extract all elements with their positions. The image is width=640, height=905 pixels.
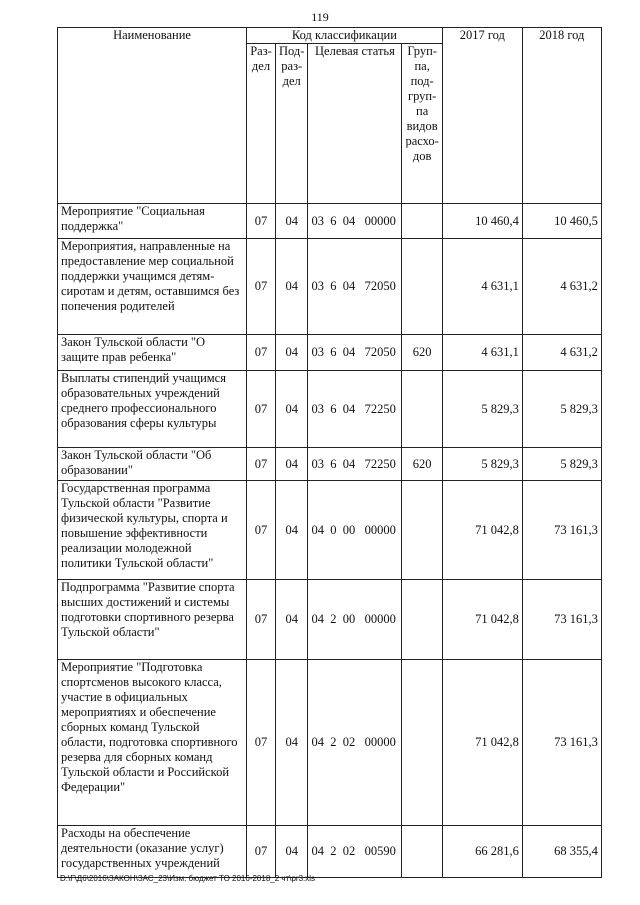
row-article: 04 2 00 00000 [308, 580, 402, 660]
row-article: 03 6 04 00000 [308, 204, 402, 239]
row-value-2017: 71 042,8 [442, 481, 522, 580]
row-section: 07 [247, 335, 276, 371]
row-subsection: 04 [276, 335, 308, 371]
header-year-2017: 2017 год [442, 28, 522, 204]
row-article: 03 6 04 72250 [308, 371, 402, 448]
row-subsection: 04 [276, 204, 308, 239]
row-subsection: 04 [276, 371, 308, 448]
row-value-2018: 10 460,5 [522, 204, 601, 239]
table-row [58, 481, 602, 580]
table-row [58, 580, 602, 660]
budget-table [57, 27, 602, 878]
row-group [402, 580, 442, 660]
row-article: 03 6 04 72050 [308, 335, 402, 371]
table-row [58, 660, 602, 826]
row-article: 03 6 04 72050 [308, 239, 402, 335]
row-group [402, 826, 442, 878]
row-name: Подпрограмма "Развитие спорта высших достижений и системы подготовки спортивного резерва Тульской области" [58, 580, 247, 660]
row-name: Закон Тульской области "Об образовании" [58, 448, 247, 481]
row-subsection: 04 [276, 481, 308, 580]
row-article: 04 0 00 00000 [308, 481, 402, 580]
row-subsection: 04 [276, 660, 308, 826]
page-number: 119 [311, 10, 329, 24]
table-row [58, 335, 602, 371]
row-subsection: 04 [276, 239, 308, 335]
header-section: Раз- дел [247, 44, 276, 204]
row-article: 04 2 02 00000 [308, 660, 402, 826]
row-section: 07 [247, 239, 276, 335]
header-target-article: Целевая статья [308, 44, 402, 204]
row-group [402, 371, 442, 448]
row-value-2017: 5 829,3 [442, 448, 522, 481]
row-value-2018: 68 355,4 [522, 826, 601, 878]
row-group [402, 660, 442, 826]
row-section: 07 [247, 371, 276, 448]
row-name: Выплаты стипендий учащимся образовательных учреждений среднего профессионального образования сферы культуры [58, 371, 247, 448]
row-name: Мероприятие "Подготовка спортсменов высокого класса, участие в официальных мероприятиях и обеспечение сборных команд Тульской области, подготовка спортивного резерва для сборных команд Тульской области и Российской Федерации" [58, 660, 247, 826]
header-name: Наименование [58, 28, 247, 204]
row-value-2017: 4 631,1 [442, 239, 522, 335]
row-value-2017: 4 631,1 [442, 335, 522, 371]
row-value-2018: 73 161,3 [522, 580, 601, 660]
table-row [58, 371, 602, 448]
row-value-2018: 4 631,2 [522, 239, 601, 335]
row-name: Мероприятия, направленные на предоставление мер социальной поддержки учащимся детям-сиротам и детям, оставшимся без попечения родителей [58, 239, 247, 335]
row-subsection: 04 [276, 448, 308, 481]
row-section: 07 [247, 481, 276, 580]
row-value-2017: 71 042,8 [442, 660, 522, 826]
table-row [58, 826, 602, 878]
row-section: 07 [247, 448, 276, 481]
row-value-2017: 5 829,3 [442, 371, 522, 448]
header-subsection: Под- раз- дел [276, 44, 308, 204]
file-path-footer: D:\Г\Д6\2016\ЗАКОН\ЗАС_23\Изм. бюджет ТО 2016-2018_2 чт\pr3.xls [60, 874, 316, 883]
table-row [58, 239, 602, 335]
row-article: 04 2 02 00590 [308, 826, 402, 878]
row-name: Расходы на обеспечение деятельности (оказание услуг) государственных учреждений [58, 826, 247, 878]
row-group [402, 204, 442, 239]
row-group: 620 [402, 448, 442, 481]
row-subsection: 04 [276, 580, 308, 660]
header-classification-code: Код классификации [247, 28, 443, 44]
header-expense-group: Груп- па, под- груп- па видов расхо- дов [402, 44, 442, 204]
row-section: 07 [247, 580, 276, 660]
row-group: 620 [402, 335, 442, 371]
row-value-2017: 10 460,4 [442, 204, 522, 239]
row-group [402, 481, 442, 580]
row-value-2018: 73 161,3 [522, 481, 601, 580]
row-value-2018: 73 161,3 [522, 660, 601, 826]
row-section: 07 [247, 826, 276, 878]
table-row [58, 204, 602, 239]
row-value-2018: 5 829,3 [522, 371, 601, 448]
row-value-2017: 71 042,8 [442, 580, 522, 660]
row-value-2018: 4 631,2 [522, 335, 601, 371]
table-row [58, 448, 602, 481]
row-section: 07 [247, 660, 276, 826]
row-article: 03 6 04 72250 [308, 448, 402, 481]
row-group [402, 239, 442, 335]
row-name: Государственная программа Тульской области "Развитие физической культуры, спорта и повышение эффективности реализации молодежной политики Тульской области" [58, 481, 247, 580]
row-name: Закон Тульской области "О защите прав ребенка" [58, 335, 247, 371]
row-value-2018: 5 829,3 [522, 448, 601, 481]
row-section: 07 [247, 204, 276, 239]
row-subsection: 04 [276, 826, 308, 878]
header-year-2018: 2018 год [522, 28, 601, 204]
row-name: Мероприятие "Социальная поддержка" [58, 204, 247, 239]
row-value-2017: 66 281,6 [442, 826, 522, 878]
